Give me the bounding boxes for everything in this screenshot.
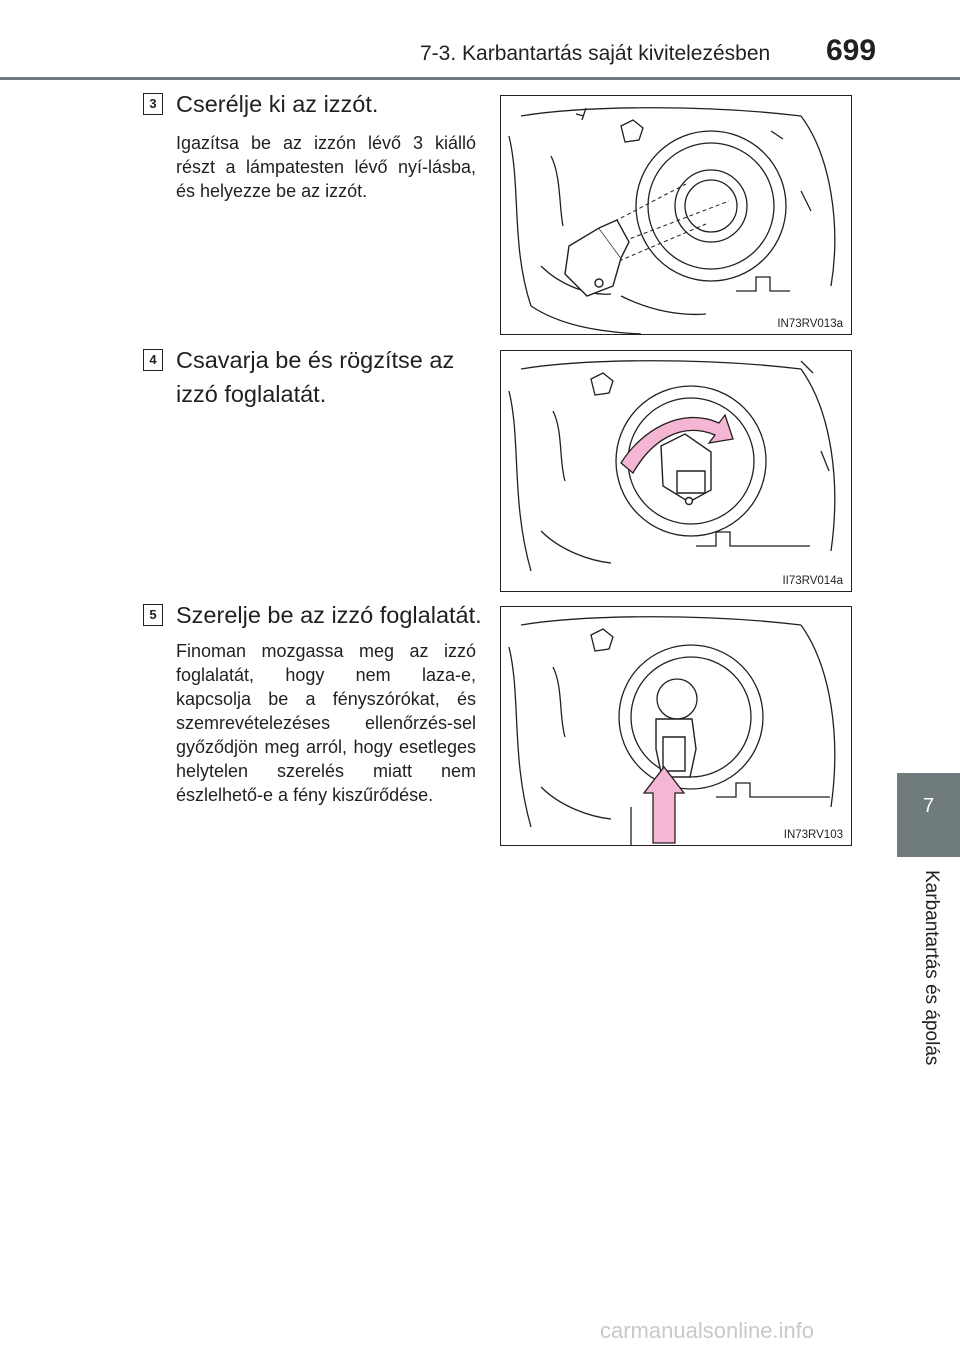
figure-socket-twist bbox=[500, 350, 852, 592]
step-title-line-1: Csavarja be és rögzítse az bbox=[176, 347, 455, 373]
step-title-line-2: izzó foglalatát. bbox=[176, 381, 327, 407]
page-number: 699 bbox=[826, 34, 877, 67]
socket-install-illustration bbox=[501, 607, 852, 846]
chapter-tab-rule bbox=[897, 857, 960, 860]
headlight-bulb-illustration bbox=[501, 96, 852, 335]
figure-socket-install bbox=[500, 606, 852, 846]
figure-code: IN73RV013a bbox=[777, 318, 843, 330]
step-title: Cserélje ki az izzót. bbox=[176, 91, 379, 117]
figure-code: IN73RV103 bbox=[783, 829, 843, 841]
chapter-number: 7 bbox=[922, 795, 935, 817]
figure-bulb-replace bbox=[500, 95, 852, 335]
step-title: Szerelje be az izzó foglalatát. bbox=[176, 602, 482, 628]
step-number-badge: 5 bbox=[143, 604, 163, 626]
socket-twist-illustration bbox=[501, 351, 852, 592]
figure-code: II73RV014a bbox=[782, 575, 843, 587]
running-header-title: 7-3. Karbantartás saját kivitelezésben bbox=[420, 42, 771, 65]
step-body: Igazítsa be az izzón lévő 3 kiálló részt a lámpatesten lévő nyí-lásba, és helyezze be az izzót. bbox=[176, 133, 476, 201]
step-number-badge: 4 bbox=[143, 349, 163, 371]
step-body: Finoman mozgassa meg az izzó foglalatát, hogy nem laza-e, kapcsolja be a fényszórókat, és szemrevételezéses ellenőrzés-sel győződjön meg arról, hogy esetleges helytelen szerelés miatt nem észlelhető-e a fény kiszűrődése. bbox=[176, 641, 476, 805]
header-rule bbox=[0, 77, 960, 80]
chapter-tab[interactable] bbox=[897, 773, 960, 857]
chapter-title: Karbantartás és ápolás bbox=[921, 870, 942, 1066]
step-number-badge: 3 bbox=[143, 93, 163, 115]
watermark: carmanualsonline.info bbox=[600, 1318, 815, 1343]
